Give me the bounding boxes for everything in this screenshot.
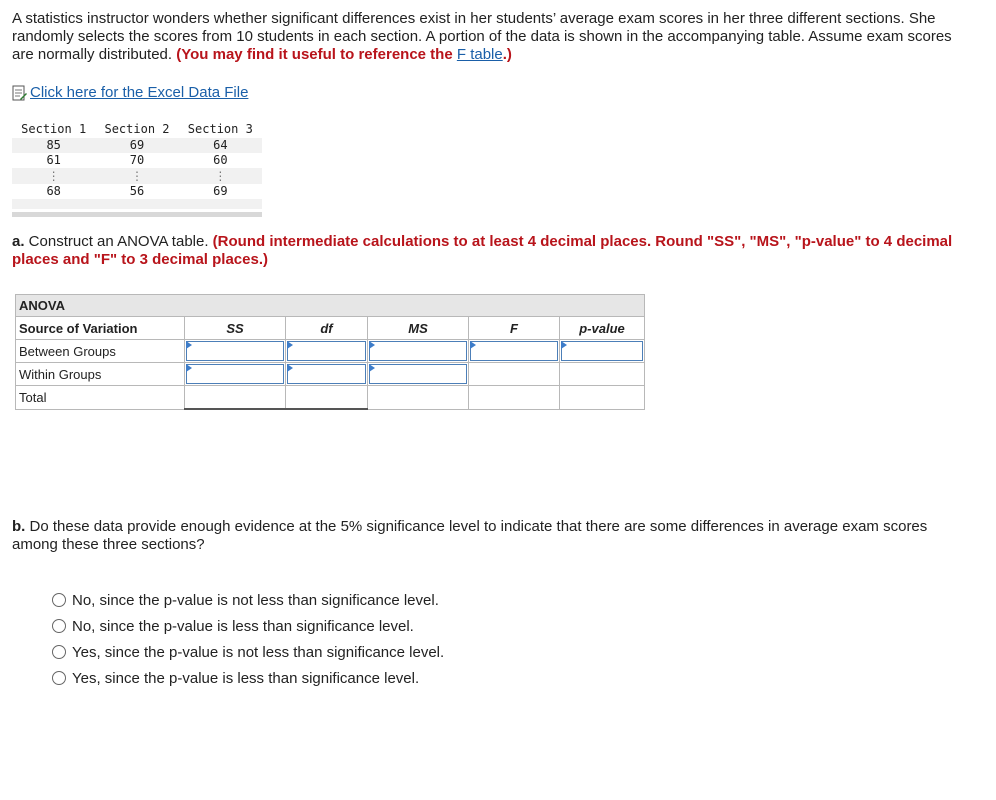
anova-header-row: [16, 317, 645, 340]
excel-file-icon: [12, 85, 27, 101]
vertical-ellipsis: ⋮: [130, 169, 143, 183]
data-row: [12, 138, 262, 153]
col-p-value: p-value: [560, 317, 645, 340]
within-f-empty-cell: [469, 363, 560, 386]
radio-button[interactable]: [52, 671, 66, 685]
data-cell: 69: [213, 184, 228, 198]
data-cell: 70: [129, 153, 145, 167]
data-table-header: [12, 121, 262, 138]
col-ss: SS: [185, 317, 286, 340]
row-label-within-groups: Within Groups: [16, 363, 185, 386]
col-ms: MS: [368, 317, 469, 340]
total-p-value-empty-cell: [560, 386, 645, 410]
vertical-ellipsis: ⋮: [214, 169, 227, 183]
row-label-between-groups: Between Groups: [16, 340, 185, 363]
within-ss-input[interactable]: [185, 363, 286, 386]
part-a-question: [12, 233, 962, 269]
data-cell: 56: [129, 184, 145, 198]
between-f-input[interactable]: [469, 340, 560, 363]
row-label-total: Total: [16, 386, 185, 410]
header-section-3: Section 3: [187, 122, 253, 136]
part-a-instruction: (Round intermediate calculations to at least 4 decimal places. Round "SS", "MS", "p-value" to 4 decimal places and "F" to 3 decimal places.): [12, 233, 953, 268]
excel-data-file-link-row[interactable]: [12, 84, 248, 102]
col-source-of-variation: Source of Variation: [16, 317, 185, 340]
sample-data-table: [12, 121, 262, 217]
data-cell: 61: [46, 153, 61, 167]
data-row: [12, 153, 262, 168]
option-4[interactable]: [52, 665, 444, 691]
excel-data-file-link[interactable]: Click here for the Excel Data File: [30, 84, 249, 101]
option-2-label: No, since the p-value is less than significance level.: [72, 617, 414, 635]
within-ms-input[interactable]: [368, 363, 469, 386]
vertical-ellipsis: ⋮: [47, 169, 60, 183]
anova-row-total: [16, 386, 645, 410]
intro-text: A statistics instructor wonders whether significant differences exist in her students’ average exam scores in her three different sections. She randomly selects the scores from 10 students in each section. A portion of the data is shown in the accompanying table. Assume exam scores are normally distributed.: [12, 10, 952, 63]
option-3[interactable]: [52, 639, 444, 665]
between-ss-input[interactable]: [185, 340, 286, 363]
anova-row-within: [16, 363, 645, 386]
ellipsis-row: [12, 168, 262, 184]
f-table-link[interactable]: F table: [456, 46, 503, 63]
option-1[interactable]: [52, 587, 444, 613]
answer-options: [52, 587, 444, 691]
between-ms-input[interactable]: [368, 340, 469, 363]
col-df: df: [286, 317, 368, 340]
anova-title: ANOVA: [16, 295, 645, 317]
part-b-text: Do these data provide enough evidence at the 5% significance level to indicate that there are some differences in average exam scores among these three sections?: [12, 518, 928, 553]
part-b-label: b.: [12, 518, 26, 535]
part-b-question: [12, 518, 962, 554]
radio-button[interactable]: [52, 593, 66, 607]
hint-suffix: .): [502, 46, 512, 63]
data-cell: 68: [46, 184, 61, 198]
total-ms-empty-cell: [368, 386, 469, 410]
between-p-value-input[interactable]: [560, 340, 645, 363]
option-3-label: Yes, since the p-value is not less than significance level.: [72, 643, 445, 661]
col-f: F: [469, 317, 560, 340]
anova-table: [15, 294, 645, 410]
anova-row-between: [16, 340, 645, 363]
problem-statement: [12, 10, 972, 64]
radio-button[interactable]: [52, 645, 66, 659]
data-row: [12, 184, 262, 199]
data-table-bottom-bar: [12, 212, 262, 217]
data-table-spacer: [12, 199, 262, 209]
part-a-text: Construct an ANOVA table.: [24, 233, 213, 250]
within-p-value-empty-cell: [560, 363, 645, 386]
option-4-label: Yes, since the p-value is less than significance level.: [72, 669, 420, 687]
data-cell: 60: [213, 153, 228, 167]
radio-button[interactable]: [52, 619, 66, 633]
data-cell: 85: [46, 138, 61, 152]
data-cell: 64: [213, 138, 228, 152]
between-df-input[interactable]: [286, 340, 368, 363]
total-f-empty-cell: [469, 386, 560, 410]
anova-title-row: [16, 295, 645, 317]
total-ss-input[interactable]: [185, 386, 286, 410]
total-df-input[interactable]: [286, 386, 368, 410]
data-cell: 69: [129, 138, 145, 152]
option-1-label: No, since the p-value is not less than significance level.: [72, 591, 439, 609]
hint-prefix: (You may find it useful to reference the: [176, 46, 457, 63]
option-2[interactable]: [52, 613, 444, 639]
within-df-input[interactable]: [286, 363, 368, 386]
header-section-1: Section 1: [21, 122, 87, 136]
header-section-2: Section 2: [104, 122, 170, 136]
part-a-label: a.: [12, 233, 25, 250]
